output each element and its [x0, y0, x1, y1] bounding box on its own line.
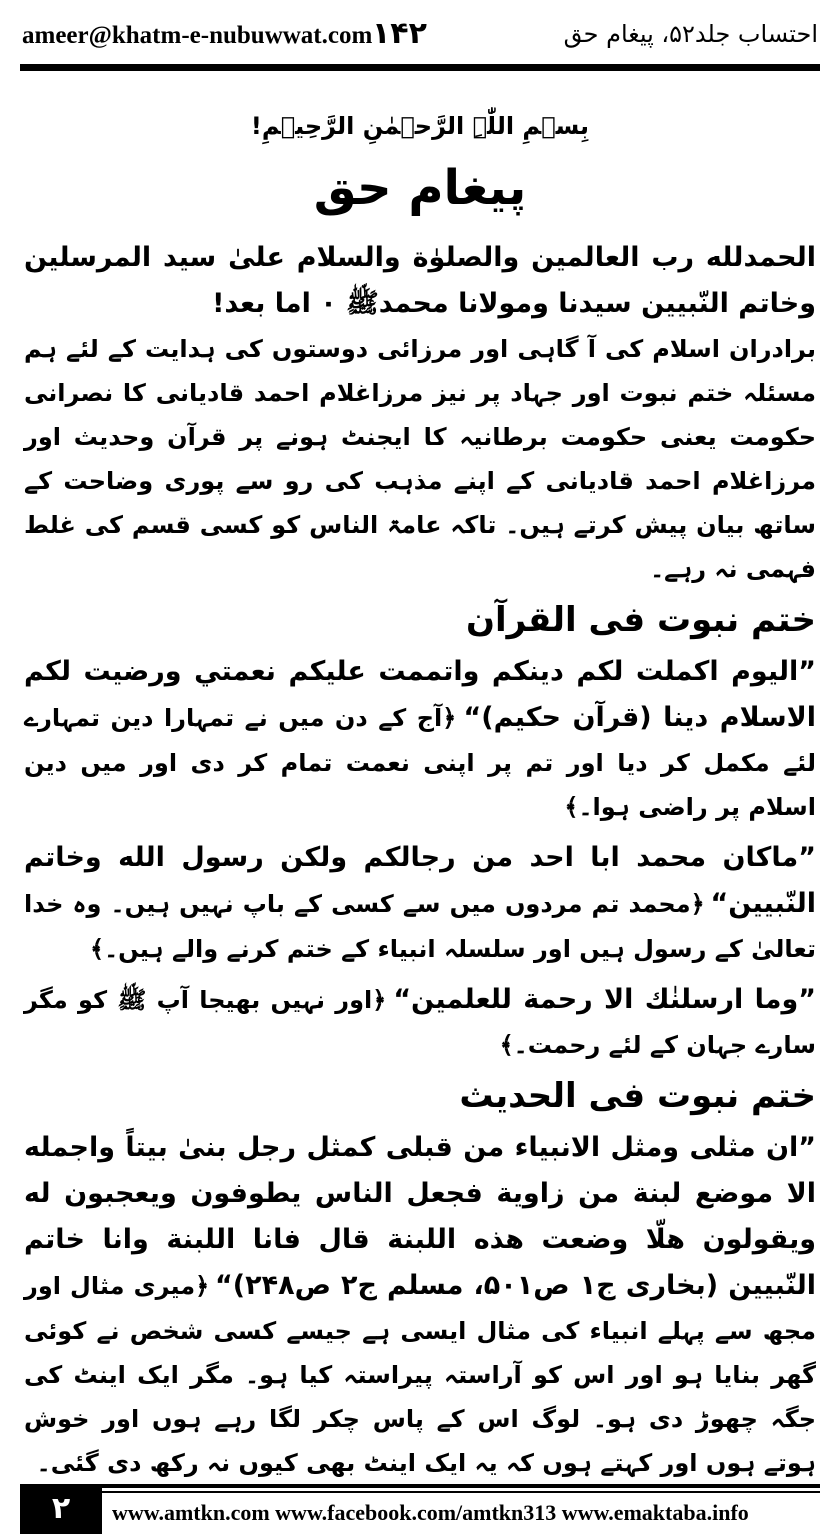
footer-rule-thin [102, 1491, 820, 1493]
hadith-1 [24, 1125, 816, 1485]
page-header [0, 0, 840, 80]
page-footer [0, 1480, 840, 1540]
page-title: پیغام حق [313, 160, 527, 216]
opening-praise: الحمدلله رب العالمين والصلوٰة والسلام علىٰ سيد المرسلين وخاتم النّبيين سيدنا ومولانا محمدﷺ ۰ اما بعد! [24, 242, 816, 319]
verse-translation: ﴿اور نہیں بھیجا آپ ﷺ کو مگر سارے جہان کے لئے رحمت۔﴾ [24, 986, 816, 1059]
verse-translation: ﴿محمد تم مردوں میں سے کسی کے باپ نہیں ہیں۔ وہ خدا تعالیٰ کے رسول ہیں اور سلسلہ انبیاء کے ختم کرنے والے ہیں۔﴾ [24, 890, 816, 963]
footer-page-number: ۲ [20, 1484, 102, 1534]
header-rule [20, 64, 820, 71]
header-email: ameer@khatm-e-nubuwwat.com [22, 22, 373, 49]
hadith-arabic: ”ان مثلى ومثل الانبياء من قبلى كمثل رجل بنىٰ بيتاً واجمله الا موضع لبنة من زاوية فجعل الناس يطوفون ويعجبون له ويقولون هلّا وضعت هذه اللبنة قال فانا اللبنة وانا خاتم النّبيين (بخارى ج۱ ص۵۰۱، مسلم ج۲ ص۲۴۸)“ [24, 1132, 816, 1301]
intro-paragraph: برادران اسلام کی آ گاہی اور مرزائی دوستوں کی ہدایت کے لئے ہم مسئلہ ختم نبوت اور جہاد پر نیز مرزاغلام احمد قادیانی کا نصرانی حکومت یعنی حکومت برطانیہ کا ایجنٹ ہونے پر قرآن وحدیث اور مرزاغلام احمد قادیانی کے اپنے مذہب کی رو سے پوری وضاحت کے ساتھ بیان پیش کرتے ہیں۔ تاکہ عامۃ الناس کو کسی قسم کی غلط فہمی نہ رہے۔ [24, 335, 816, 583]
verse-arabic: ”وما ارسلنٰك الا رحمة للعلمين“ [393, 984, 816, 1015]
hadith-translation: ﴿میری مثال اور مجھ سے پہلے انبیاء کی مثال ایسی ہے جیسے کسی شخص نے کوئی گھر بنایا ہو اور اس کو آراستہ پیراستہ کیا ہو۔ مگر ایک اینٹ کی جگہ چھوڑ دی ہو۔ لوگ اس کے پاس چکر لگا رہے ہوں اور خوش ہوتے ہوں اور کہتے ہوں کہ یہ ایک اینٹ بھی کیوں نہ رکھ دی گئی۔ [24, 1272, 816, 1477]
bismillah: بِسۡمِ اللّٰہِ الرَّحۡمٰنِ الرَّحِیۡمِ! [250, 112, 590, 140]
article-body [24, 235, 816, 1485]
section-heading-hadith: ختم نبوت فی الحدیث [459, 1076, 816, 1116]
footer-rule [102, 1484, 820, 1488]
quran-verse-1 [24, 649, 816, 829]
header-volume-title: احتساب جلد۵۲، پیغام حق [563, 20, 818, 48]
header-page-number: ۱۴۲ [372, 16, 427, 51]
verse-arabic: ”اليوم اكملت لكم دينكم واتممت عليكم نعمتي ورضيت لكم الاسلام دينا (قرآن حكيم)“ [24, 656, 816, 733]
verse-translation: ﴿آج کے دن میں نے تمہارا دین تمہارے لئے مکمل کر دیا اور تم پر اپنی نعمت تمام کر دی اور میں دین اسلام پر راضی ہوا۔﴾ [24, 704, 816, 821]
quran-verse-3 [24, 977, 816, 1067]
footer-links: www.amtkn.com www.facebook.com/amtkn313 www.emaktaba.info [112, 1500, 749, 1525]
section-heading-quran: ختم نبوت فی القرآن [465, 600, 816, 640]
verse-arabic: ”ماكان محمد ابا احد من رجالكم ولكن رسول الله وخاتم النّبيين“ [24, 842, 816, 919]
quran-verse-2 [24, 835, 816, 971]
